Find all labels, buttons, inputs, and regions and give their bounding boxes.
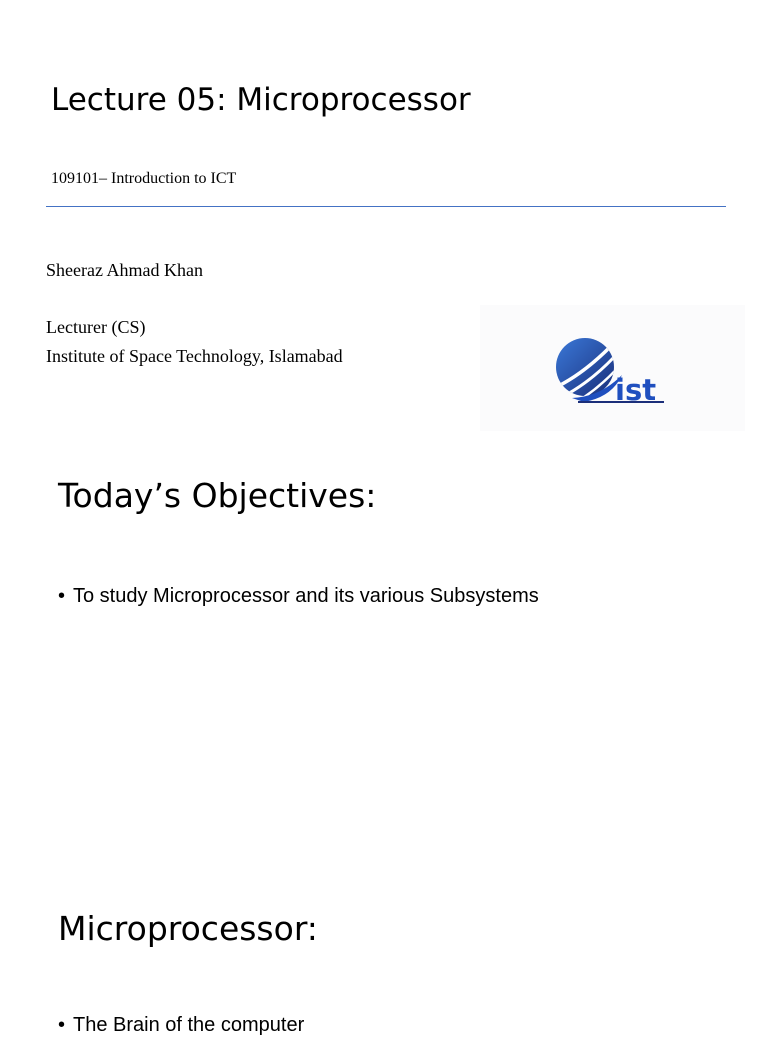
objectives-heading: Today’s Objectives: <box>58 476 377 515</box>
ist-logo-text: ist <box>615 373 657 407</box>
objective-text: To study Microprocessor and its various Subsystems <box>73 585 539 607</box>
slide-title: Lecture 05: Microprocessor <box>51 82 471 118</box>
bullet-icon: • <box>58 585 66 607</box>
author-name: Sheeraz Ahmad Khan <box>46 260 203 280</box>
microprocessor-bullet <box>58 1014 304 1037</box>
course-subtitle: 109101– Introduction to ICT <box>51 170 237 187</box>
ist-logo-icon <box>480 305 745 431</box>
objective-bullet <box>58 585 539 608</box>
microprocessor-text: The Brain of the computer <box>73 1014 305 1036</box>
author-role: Lecturer (CS) <box>46 317 146 337</box>
ist-logo <box>480 305 745 431</box>
author-institute: Institute of Space Technology, Islamabad <box>46 346 343 366</box>
title-divider <box>46 206 726 207</box>
microprocessor-heading: Microprocessor: <box>58 909 318 948</box>
bullet-icon: • <box>58 1014 66 1036</box>
